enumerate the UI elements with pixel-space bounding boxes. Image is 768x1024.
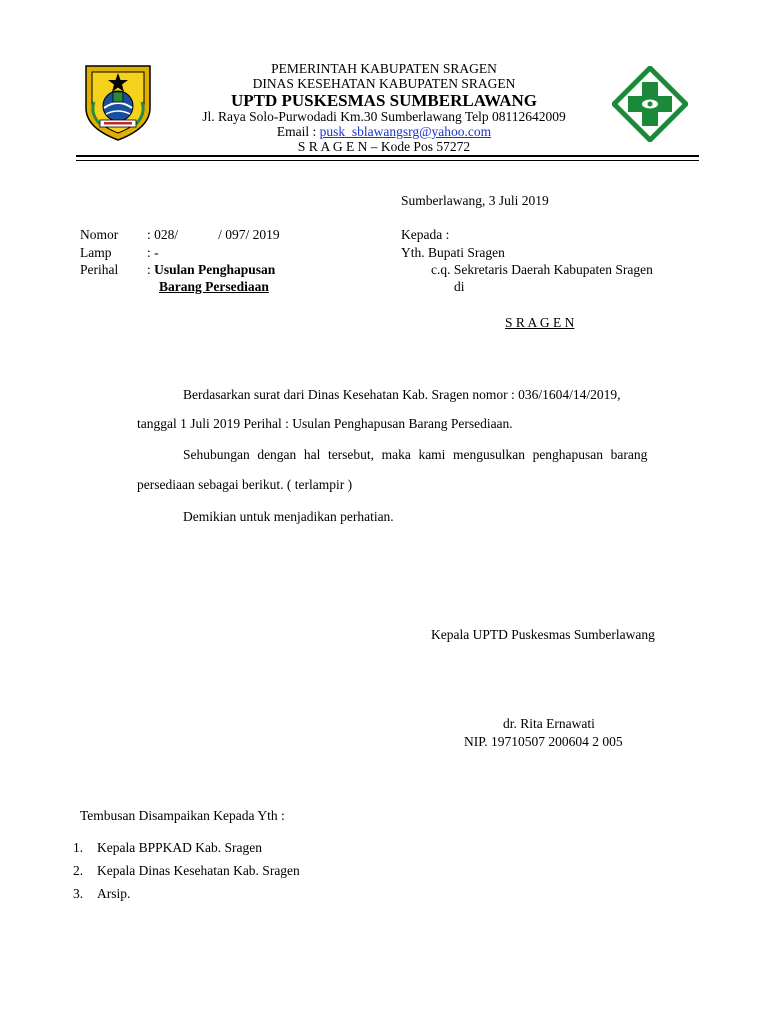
body-paragraph-2-line-1: Sehubungan dengan hal tersebut, maka kami mengusulkan penghapusan barang — [183, 447, 648, 462]
recipient-di: di — [454, 279, 465, 294]
perihal-label: Perihal — [80, 262, 119, 277]
cc-item-1-number: 1. — [73, 840, 84, 855]
body-paragraph-2-line-2: persediaan sebagai berikut. ( terlampir ) — [137, 477, 353, 492]
nomor-value: : 028/ / 097/ 2019 — [147, 227, 280, 242]
perihal-line1: Usulan Penghapusan — [154, 262, 276, 277]
recipient-city: S R A G E N — [505, 315, 575, 330]
cc-item-2: Kepala Dinas Kesehatan Kab. Sragen — [97, 863, 300, 878]
signature-title: Kepala UPTD Puskesmas Sumberlawang — [431, 627, 655, 642]
letterhead-city: S R A G E N – Kode Pos 57272 — [297, 139, 471, 154]
letterhead-divider-thick — [76, 155, 699, 157]
email-label: Email : — [276, 124, 320, 139]
cc-item-3: Arsip. — [97, 886, 131, 901]
recipient-kepada: Kepada : — [401, 227, 450, 242]
email-link[interactable]: pusk_sblawangsrg@yahoo.com — [319, 124, 492, 139]
cc-item-2-number: 2. — [73, 863, 84, 878]
cc-item-1: Kepala BPPKAD Kab. Sragen — [97, 840, 262, 855]
letterhead-divider-thin — [76, 160, 699, 161]
body-paragraph-1-line-2: tanggal 1 Juli 2019 Perihal : Usulan Penghapusan Barang Persediaan. — [137, 416, 513, 431]
lamp-value: : - — [147, 245, 159, 260]
body-paragraph-1-line-1: Berdasarkan surat dari Dinas Kesehatan Kab. Sragen nomor : 036/1604/14/2019, — [183, 387, 621, 402]
signature-name: dr. Rita Ernawati — [503, 716, 595, 731]
recipient-cq: c.q. Sekretaris Daerah Kabupaten Sragen — [431, 262, 653, 277]
signature-nip: NIP. 19710507 200604 2 005 — [464, 734, 623, 749]
letterhead-government: PEMERINTAH KABUPATEN SRAGEN — [271, 61, 497, 76]
body-paragraph-3: Demikian untuk menjadikan perhatian. — [183, 509, 394, 524]
cc-heading: Tembusan Disampaikan Kepada Yth : — [80, 808, 285, 823]
cc-item-3-number: 3. — [73, 886, 84, 901]
letterhead-institution: UPTD PUSKESMAS SUMBERLAWANG — [230, 91, 538, 110]
letter-date: Sumberlawang, 3 Juli 2019 — [401, 193, 549, 208]
perihal-value: : Usulan Penghapusan — [147, 262, 276, 277]
recipient-yth: Yth. Bupati Sragen — [401, 245, 505, 260]
perihal-line2: Barang Persediaan — [159, 279, 269, 294]
nomor-label: Nomor — [80, 227, 119, 242]
letterhead-email-line — [0, 124, 768, 140]
lamp-label: Lamp — [80, 245, 112, 260]
letterhead-department: DINAS KESEHATAN KABUPATEN SRAGEN — [252, 76, 516, 91]
letterhead-address: Jl. Raya Solo-Purwodadi Km.30 Sumberlawang Telp 08112642009 — [202, 109, 566, 124]
